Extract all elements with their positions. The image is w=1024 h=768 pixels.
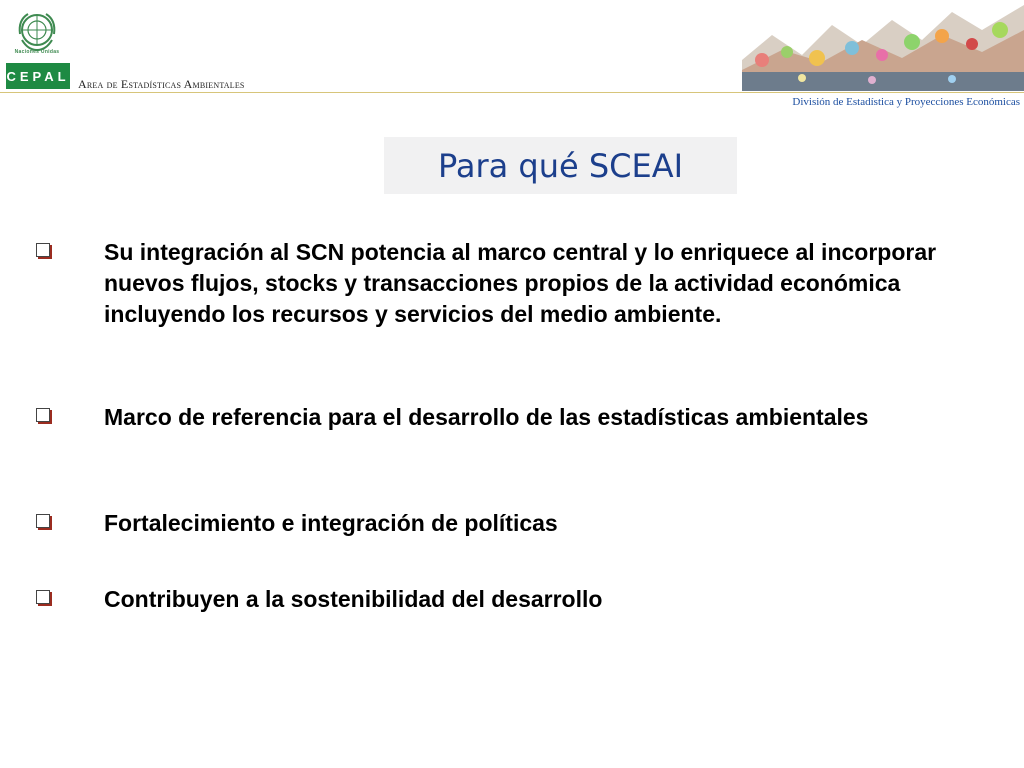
bullet-text: Contribuyen a la sostenibilidad del desarrollo: [104, 586, 603, 612]
cepal-logo: CEPAL: [6, 63, 70, 89]
division-label: División de Estadística y Proyecciones Económicas: [792, 96, 1020, 108]
checkbox-icon: [36, 243, 50, 257]
un-label: Naciones Unidas: [14, 49, 60, 55]
slide-title: Para qué SCEAI: [437, 146, 684, 185]
checkbox-icon: [36, 408, 50, 422]
checkbox-icon: [36, 590, 50, 604]
bullet-text: Su integración al SCN potencia al marco central y lo enriquece al incorporar nuevos flujos, stocks y transacciones propios de la actividad económica incluyendo los recursos y servicios del medio ambiente.: [104, 239, 937, 327]
list-item: [36, 584, 603, 612]
list-item: [36, 237, 937, 327]
bullet-text: Fortalecimiento e integración de políticas: [104, 510, 558, 536]
area-title: Area de Estadísticas Ambientales: [78, 77, 245, 91]
list-item: [36, 402, 869, 430]
bullet-text: Marco de referencia para el desarrollo de las estadísticas ambientales: [104, 404, 869, 430]
list-item: [36, 508, 558, 536]
checkbox-icon: [36, 514, 50, 528]
